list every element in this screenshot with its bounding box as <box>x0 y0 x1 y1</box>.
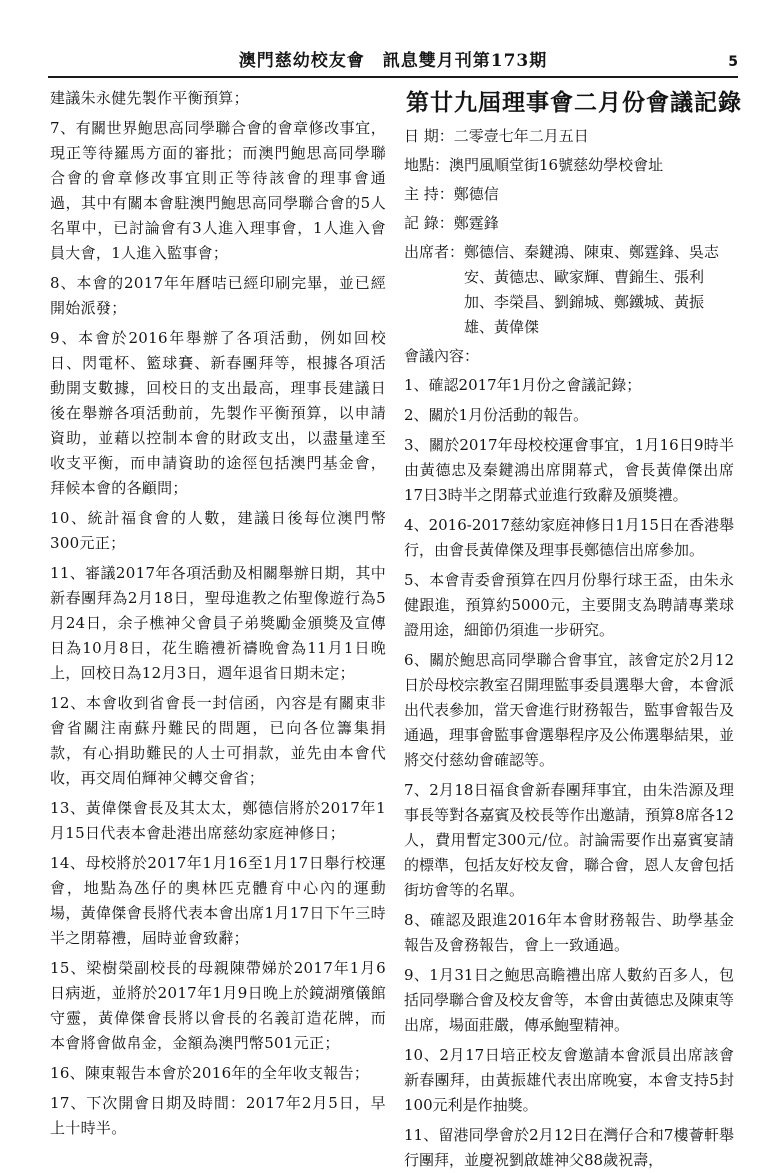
left-paragraph: 15、梁樹榮副校長的母親陳帶娣於2017年1月6日病逝，並將於2017年1月9日晚上於鏡湖殯儀館守靈，黃偉傑會長將以會長的名義訂造花牌，而本會將會做帛金，金額為澳門幣501元正； <box>50 959 386 1052</box>
meeting-recorder: 記 錄：鄭霆鋒 <box>404 214 499 232</box>
left-paragraph: 16、陳東報告本會於2016年的全年收支報告； <box>50 1064 370 1082</box>
meeting-date: 日 期：二零壹七年二月五日 <box>404 127 589 145</box>
left-paragraph: 13、黃偉傑會長及其太太，鄭德信將於2017年1月15日代表本會赴港出席慈幼家庭神修日； <box>50 799 386 842</box>
left-paragraph: 11、審議2017年各項活動及相關舉辦日期，其中新春團拜為2月18日，聖母進教之佑聖像遊行為5月24日，余子樵神父會員子弟獎勵金頒獎及宣傳日為10月8日，花生瞻禮祈禱晚會為11月1日晚上，回校日為12月3日，週年退省日期未定； <box>50 564 386 682</box>
minutes-item: 8、確認及跟進2016年本會財務報告、助學基金報告及會務報告，會上一致通過。 <box>404 911 734 954</box>
left-column <box>50 86 386 1137</box>
minutes-item: 6、關於鮑思高同學聯合會事宜，該會定於2月12日於母校宗教室召開理監事委員選舉大會，本會派出代表參加，當天會進行財務報告，監事會報告及通過，理事會監事會選舉程序及公佈選舉結果，並將交付慈幼會確認等。 <box>404 651 735 769</box>
minutes-item: 10、2月17日培正校友會邀請本會派員出席該會新春團拜，由黃振雄代表出席晚宴，本會支持5封100元利是作抽獎。 <box>404 1046 734 1114</box>
left-paragraph: 10、統計福食會的人數，建議日後每位澳門幣300元正； <box>50 509 386 552</box>
minutes-item: 7、2月18日福食會新春團拜事宜，由朱浩源及理事長等對各嘉賓及校長等作出邀請，預算8席各12人，費用暫定300元/位。討論需要作出嘉賓宴請的標準，包括友好校友會，聯合會，恩人友會包括街坊會等的名單。 <box>404 781 735 899</box>
left-paragraph: 17、下次開會日期及時間：2017年2月5日，早上十時半。 <box>50 1094 386 1137</box>
minutes-item: 2、關於1月份活動的報告。 <box>404 406 589 424</box>
minutes-item: 4、2016-2017慈幼家庭神修日1月15日在香港舉行，由會長黃偉傑及理事長鄭德信出席參加。 <box>404 516 734 559</box>
minutes-title: 第廿九屆理事會二月份會議記錄 <box>406 89 742 116</box>
left-paragraph: 8、本會的2017年年曆咭已經印刷完畢，並已經開始派發； <box>50 274 386 317</box>
attendees-row <box>404 240 734 340</box>
content-label: 會議內容： <box>404 347 480 365</box>
minutes-item: 3、關於2017年母校校運會事宜，1月16日9時半由黃德忠及秦鍵鴻出席開幕式，會長黃偉傑出席17日3時半之閉幕式並進行致辭及頒獎禮。 <box>404 436 734 504</box>
left-paragraph: 9、本會於2016年舉辦了各項活動，例如回校日、閃電杯、籃球賽、新春團拜等，根據各項活動開支數據，回校日的支出最高，理事長建議日後在舉辦各項活動前，先製作平衡預算，以申請資助，並藉以控制本會的財政支出，以盡量達至收支平衡，而申請資助的途徑包括澳門基金會，拜候本會的各顧問； <box>50 329 386 497</box>
attendees-list: 鄭德信、秦鍵鴻、陳東、鄭霆鋒、吳志安、黃德忠、歐家輝、曹錦生、張利加、李榮昌、劉錦城、鄭鐵城、黃振雄、黃偉傑 <box>464 243 720 336</box>
minutes-item: 1、確認2017年1月份之會議記錄； <box>404 376 642 394</box>
left-paragraph: 12、本會收到省會長一封信函，內容是有關東非會省關注南蘇丹難民的問題，已向各位籌集捐款，有心捐助難民的人士可捐款，並先由本會代收，再交周伯輝神父轉交會省； <box>50 694 386 787</box>
attendees-label: 出席者： <box>404 243 465 261</box>
minutes-item: 11、留港同學會於2月12日在灣仔合和7樓薈軒舉行團拜，並慶祝劉啟雄神父88歲祝壽， <box>404 1126 734 1169</box>
newsletter-title: 澳門慈幼校友會 訊息雙月刊第173期 <box>238 51 548 71</box>
meeting-venue: 地點：澳門風順堂街16號慈幼學校會址 <box>404 156 664 174</box>
minutes-item: 9、1月31日之鮑思高瞻禮出席人數約百多人，包括同學聯合會及校友會等，本會由黃德忠及陳東等出席，場面莊嚴，傳承鮑聖精神。 <box>404 966 735 1034</box>
meeting-chair: 主 持：鄭德信 <box>404 185 499 203</box>
left-paragraph: 建議朱永健先製作平衡預算； <box>50 89 249 107</box>
left-paragraph: 7、有關世界鮑思高同學聯合會的會章修改事宜，現正等待羅馬方面的審批；而澳門鮑思高同學聯合會的會章修改事宜則正等待該會的理事會通過，其中有關本會駐澳門鮑思高同學聯合會的5人名單中，已討論會有3人進入理事會，1人進入會員大會，1人進入監事會； <box>50 119 386 262</box>
page-number: 5 <box>728 54 738 70</box>
right-column <box>404 86 742 1169</box>
page-header <box>48 50 738 78</box>
minutes-item: 5、本會青委會預算在四月份舉行球王盃，由朱永健跟進，預算約5000元，主要開支為聘請專業球證用途，細節仍須進一步研究。 <box>404 571 734 639</box>
left-paragraph: 14、母校將於2017年1月16至1月17日舉行校運會，地點為氹仔的奧林匹克體育中心內的運動場，黃偉傑會長將代表本會出席1月17日下午三時半之閉幕禮，屆時並會致辭； <box>50 854 386 947</box>
